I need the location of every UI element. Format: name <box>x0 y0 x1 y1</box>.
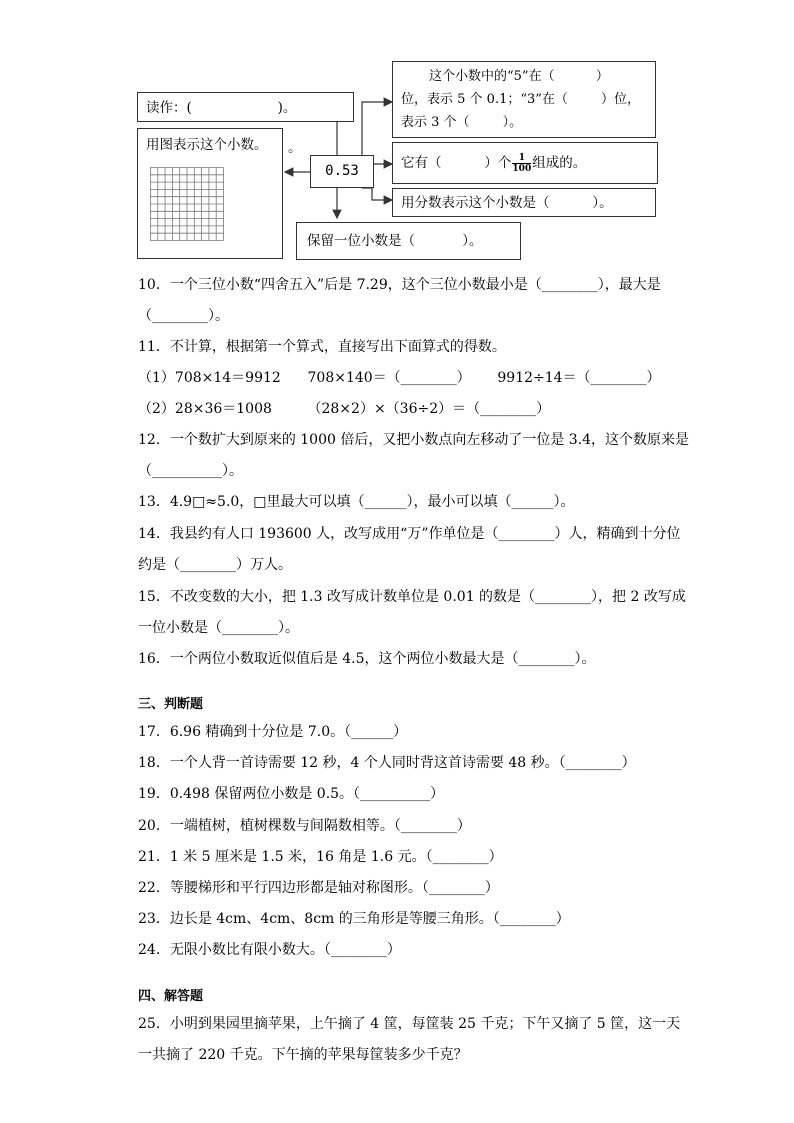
judge-item: 22．等腰梯形和平行四边形都是轴对称图形。（________） <box>138 880 499 896</box>
grid-label: 用图表示这个小数。 <box>146 137 268 153</box>
question-25-line-1: 25．小明到果园里摘苹果，上午摘了 4 筐，每筐装 25 千克；下午又摘了 5 筐，这一天 <box>138 1016 681 1032</box>
judge-item: 17．6.96 精确到十分位是 7.0。（______） <box>138 724 408 740</box>
question-10-line-1: 10．一个三位小数“四舍五入”后是 7.29，这个三位小数最小是（________），最大是 <box>138 277 661 293</box>
fraction-text: 用分数表示这个小数是（ ）。 <box>401 195 613 211</box>
judge-item: 23．边长是 4cm、4cm、8cm 的三角形是等腰三角形。（________） <box>138 911 570 927</box>
judge-item: 19．0.498 保留两位小数是 0.5。（__________） <box>138 786 445 802</box>
section-3-title: 三、判断题 <box>138 697 204 712</box>
count-box <box>392 142 658 184</box>
read-text: 读作：( )。 <box>146 100 297 116</box>
fraction-numerator: 1 <box>512 153 531 164</box>
judge-item: 21．1 米 5 厘米是 1.5 米，16 角是 1.6 元。（________） <box>138 849 503 865</box>
read-box <box>137 92 354 122</box>
question-11-part-1: （1）708×14＝9912 708×140＝（________） 9912÷14＝（________） <box>138 370 661 386</box>
fraction-box <box>392 188 656 217</box>
judge-item: 24．无限小数比有限小数大。（________） <box>138 942 401 958</box>
question-12-line-1: 12．一个数扩大到原来的 1000 倍后，又把小数点向左移动了一位是 3.4，这个数原来是 <box>138 432 690 448</box>
question-15-line-1: 15．不改变数的大小，把 1.3 改写成计数单位是 0.01 的数是（________），把 2 改写成 <box>138 589 686 605</box>
place-line-3: 表示 3 个（ ）。 <box>401 115 523 130</box>
center-value: 0.53 <box>325 163 359 179</box>
grid-box <box>137 128 283 259</box>
place-line-1: 这个小数中的“5”在（ ） <box>429 69 609 84</box>
question-16: 16．一个两位小数取近似值后是 4.5，这个两位小数最大是（________）。 <box>138 651 596 667</box>
place-value-box <box>392 61 656 138</box>
count-text-b: 组成的。 <box>532 155 587 171</box>
question-10-line-2: （________）。 <box>138 308 229 324</box>
center-value-box <box>310 155 374 188</box>
question-14-line-1: 14．我县约有人口 193600 人，改写成用“万”作单位是（________）人，精确到十分位 <box>138 526 681 542</box>
question-11: 11．不计算，根据第一个算式，直接写出下面算式的得数。 <box>138 339 506 355</box>
fraction-denominator: 100 <box>512 164 532 174</box>
judge-item: 20．一端植树，植树棵数与间隔数相等。（________） <box>138 818 471 834</box>
judge-item: 18．一个人背一首诗需要 12 秒，4 个人同时背这首诗需要 48 秒。（________） <box>138 755 636 771</box>
question-14-line-2: 约是（________）万人。 <box>138 557 292 573</box>
question-11-part-2: （2）28×36＝1008 （28×2）×（36÷2）＝（________） <box>138 401 551 417</box>
question-25-line-2: 一共摘了 220 千克。下午摘的苹果每筐装多少千克？ <box>138 1047 468 1063</box>
question-15-line-2: 一位小数是（________）。 <box>138 620 299 636</box>
section-4-title: 四、解答题 <box>138 989 204 1004</box>
round-box <box>296 222 521 260</box>
round-text: 保留一位小数是（ ）。 <box>307 233 483 249</box>
place-line-2: 位，表示 5 个 0.1；“3”在（ ）位， <box>401 92 640 107</box>
hundredth-fraction <box>512 153 531 174</box>
question-13: 13．4.9□≈5.0，□里最大可以填（______），最小可以填（______）。 <box>138 494 575 510</box>
question-12-line-2: （__________）。 <box>138 463 243 479</box>
count-text-a: 它有（ ）个 <box>401 155 512 171</box>
hundred-grid <box>150 167 224 241</box>
grid-trailing-dot: 。 <box>288 140 302 156</box>
